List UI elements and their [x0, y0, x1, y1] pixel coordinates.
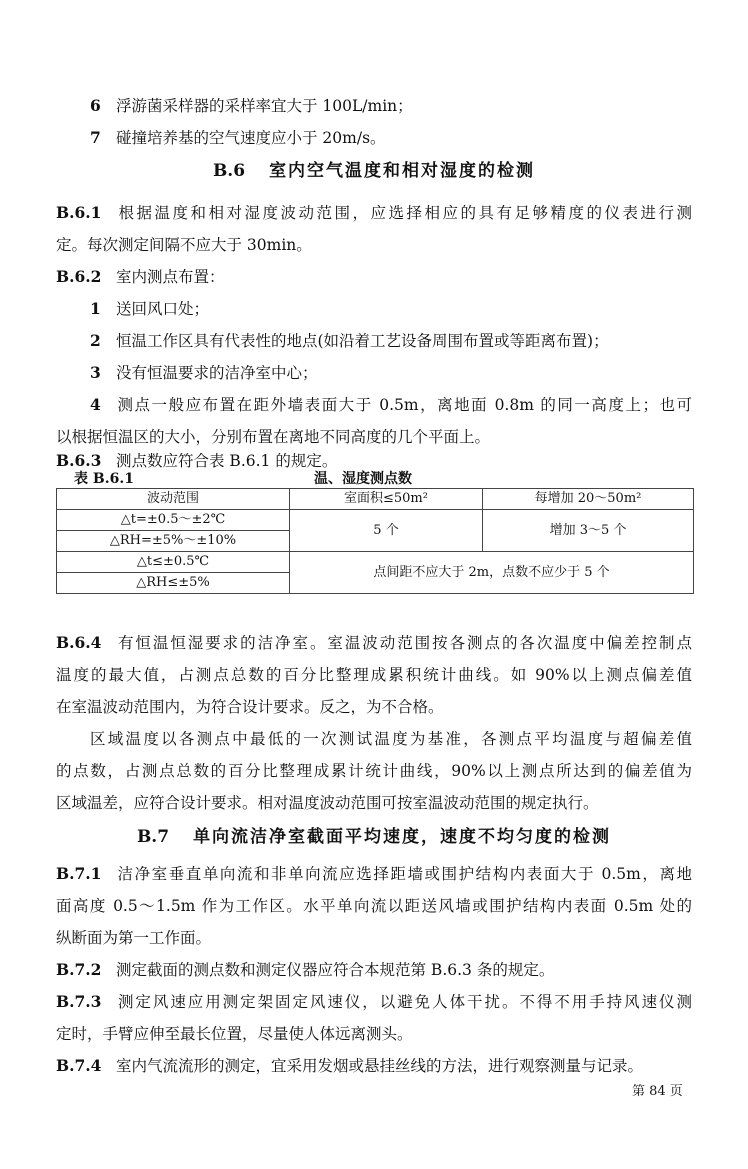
b62-item-4-cont: 以根据恒温区的大小，分别布置在离地不同高度的几个平面上。: [56, 428, 491, 446]
clause-b71-line3: 纵断面为第一工作面。: [56, 929, 212, 947]
header-area: 室面积≤50m²: [290, 489, 483, 510]
range-cell: △t=±0.5～±2℃: [57, 510, 290, 531]
range-cell: △t≤±0.5℃: [57, 552, 290, 573]
table-number: 表 B.6.1: [74, 471, 134, 487]
clause-b74: B.7.4 室内气流流形的测定，宜采用发烟或悬挂丝线的方法，进行观察测量与记录。: [56, 1056, 644, 1075]
section-heading-b6: B.6 室内空气温度和相对湿度的检测: [212, 161, 536, 181]
list-item-6: 6 浮游菌采样器的采样率宜大于 100L/min；: [90, 96, 413, 115]
clause-b61-line2: 定。每次测定间隔不应大于 30min。: [56, 236, 312, 254]
b62-item-1: 1 送回风口处；: [90, 299, 210, 318]
clause-b73-line1: B.7.3 测定风速应用测定架固定风速仪，以避免人体干扰。不得不用手持风速仪测: [56, 992, 692, 1011]
clause-b64-line3: 在室温波动范围内，为符合设计要求。反之，为不合格。: [56, 698, 444, 716]
header-range: 波动范围: [57, 489, 290, 510]
merged-rule-cell: 点间距不应大于 2m，点数不应少于 5 个: [290, 552, 694, 594]
section-heading-b7: B.7 单向流洁净室截面平均速度，速度不均匀度的检测: [136, 827, 612, 847]
page-number: 第 84 页: [632, 1084, 683, 1099]
clause-b73-line2: 定时，手臂应伸至最长位置，尽量使人体远离测头。: [56, 1025, 413, 1043]
clause-b72: B.7.2 测定截面的测点数和测定仪器应符合本规范第 B.6.3 条的规定。: [56, 960, 555, 979]
clause-b71-line1: B.7.1 洁净室垂直单向流和非单向流应选择距墙或围护结构内表面大于 0.5m，离地: [56, 864, 692, 883]
clause-b61-line1: B.6.1 根据温度和相对湿度波动范围，应选择相应的具有足够精度的仪表进行测: [56, 203, 692, 222]
clause-b64-line2: 温度的最大值，占测点总数的百分比整理成累积统计曲线。如 90%以上测点偏差值: [56, 666, 692, 684]
clause-b64-p2-line2: 的点数，占测点总数的百分比整理成累计统计曲线，90%以上测点所达到的偏差值为: [56, 762, 692, 780]
area-count-cell: 5 个: [290, 510, 483, 552]
measurement-points-table: [56, 488, 694, 594]
list-item-7: 7 碰撞培养基的空气速度应小于 20m/s。: [90, 128, 386, 147]
header-increment: 每增加 20～50m²: [483, 489, 694, 510]
clause-b71-line2: 面高度 0.5～1.5m 作为工作区。水平单向流以距送风墙或围护结构内表面 0.5m 处的: [56, 897, 692, 915]
table-row: [57, 552, 694, 573]
table-row: [57, 510, 694, 531]
clause-b62: B.6.2 室内测点布置：: [56, 267, 225, 286]
b62-item-2: 2 恒温工作区具有代表性的地点(如沿着工艺设备周围布置或等距离布置)；: [90, 331, 609, 350]
range-cell: △RH=±5%～±10%: [57, 531, 290, 552]
clause-b64-line1: B.6.4 有恒温恒湿要求的洁净室。室温波动范围按各测点的各次温度中偏差控制点: [56, 633, 692, 652]
table-title: 温、湿度测点数: [314, 471, 412, 487]
b62-item-3: 3 没有恒温要求的洁净室中心；: [90, 363, 318, 382]
b62-item-4: 4 测点一般应布置在距外墙表面大于 0.5m，离地面 0.8m 的同一高度上；也可: [90, 395, 692, 414]
range-cell: △RH≤±5%: [57, 573, 290, 594]
increment-cell: 增加 3～5 个: [483, 510, 694, 552]
table-header-row: [57, 489, 694, 510]
clause-b63: B.6.3 测点数应符合表 B.6.1 的规定。: [56, 451, 338, 470]
clause-b64-p2-line3: 区域温差，应符合设计要求。相对温度波动范围可按室温波动范围的规定执行。: [56, 794, 599, 812]
clause-b64-p2-line1: 区域温度以各测点中最低的一次测试温度为基准，各测点平均温度与超偏差值: [90, 730, 692, 748]
